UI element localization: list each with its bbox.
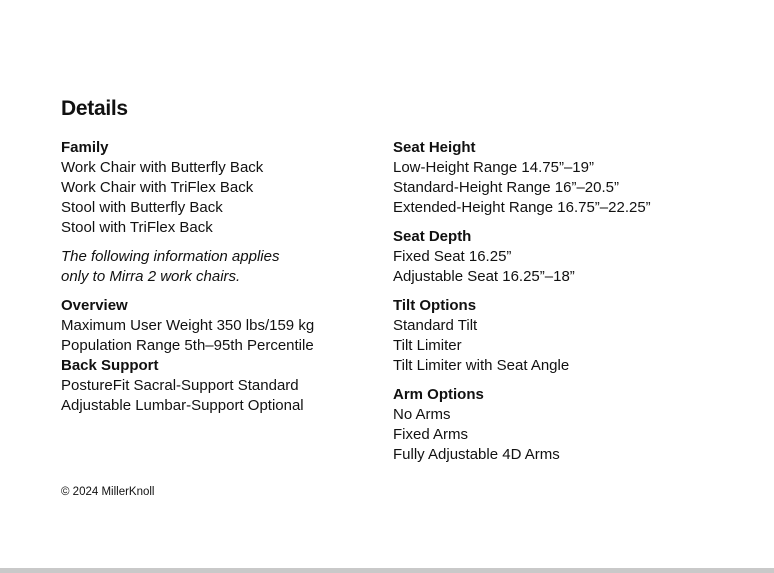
family-item: Work Chair with TriFlex Back bbox=[61, 179, 254, 196]
family-item: Stool with TriFlex Back bbox=[61, 219, 213, 236]
arm-option-item: Fully Adjustable 4D Arms bbox=[393, 446, 560, 463]
details-right-column bbox=[393, 138, 753, 474]
tilt-options-section bbox=[393, 296, 753, 376]
arm-options-heading: Arm Options bbox=[393, 386, 484, 403]
family-item: Stool with Butterfly Back bbox=[61, 199, 223, 216]
tilt-options-heading: Tilt Options bbox=[393, 297, 477, 314]
family-heading: Family bbox=[61, 139, 109, 156]
seat-height-item: Low-Height Range 14.75”–19” bbox=[393, 159, 594, 176]
back-support-section bbox=[61, 356, 381, 416]
arm-option-item: Fixed Arms bbox=[393, 426, 469, 443]
tilt-option-item: Tilt Limiter bbox=[393, 337, 462, 354]
overview-item: Maximum User Weight 350 lbs/159 kg bbox=[61, 317, 315, 334]
seat-depth-item: Adjustable Seat 16.25”–18” bbox=[393, 268, 575, 285]
seat-depth-section bbox=[393, 227, 753, 287]
family-section bbox=[61, 138, 381, 238]
family-item: Work Chair with Butterfly Back bbox=[61, 159, 264, 176]
tilt-option-item: Standard Tilt bbox=[393, 317, 478, 334]
seat-depth-item: Fixed Seat 16.25” bbox=[393, 248, 512, 265]
back-support-item: PostureFit Sacral-Support Standard bbox=[61, 377, 299, 394]
arm-option-item: No Arms bbox=[393, 406, 451, 423]
seat-height-section bbox=[393, 138, 753, 218]
back-support-heading: Back Support bbox=[61, 357, 159, 374]
copyright-notice: © 2024 MillerKnoll bbox=[61, 486, 155, 498]
seat-depth-heading: Seat Depth bbox=[393, 228, 472, 245]
back-support-item: Adjustable Lumbar-Support Optional bbox=[61, 397, 304, 414]
arm-options-section bbox=[393, 385, 753, 465]
seat-height-item: Extended-Height Range 16.75”–22.25” bbox=[393, 199, 651, 216]
bottom-divider bbox=[0, 568, 774, 573]
details-left-column bbox=[61, 138, 381, 425]
overview-section bbox=[61, 296, 381, 356]
overview-item: Population Range 5th–95th Percentile bbox=[61, 337, 314, 354]
page-title: Details bbox=[61, 97, 128, 120]
note-line: only to Mirra 2 work chairs. bbox=[61, 268, 241, 285]
note-line: The following information applies bbox=[61, 248, 280, 265]
overview-heading: Overview bbox=[61, 297, 128, 314]
applicability-note bbox=[61, 247, 381, 287]
seat-height-heading: Seat Height bbox=[393, 139, 476, 156]
seat-height-item: Standard-Height Range 16”–20.5” bbox=[393, 179, 619, 196]
tilt-option-item: Tilt Limiter with Seat Angle bbox=[393, 357, 570, 374]
